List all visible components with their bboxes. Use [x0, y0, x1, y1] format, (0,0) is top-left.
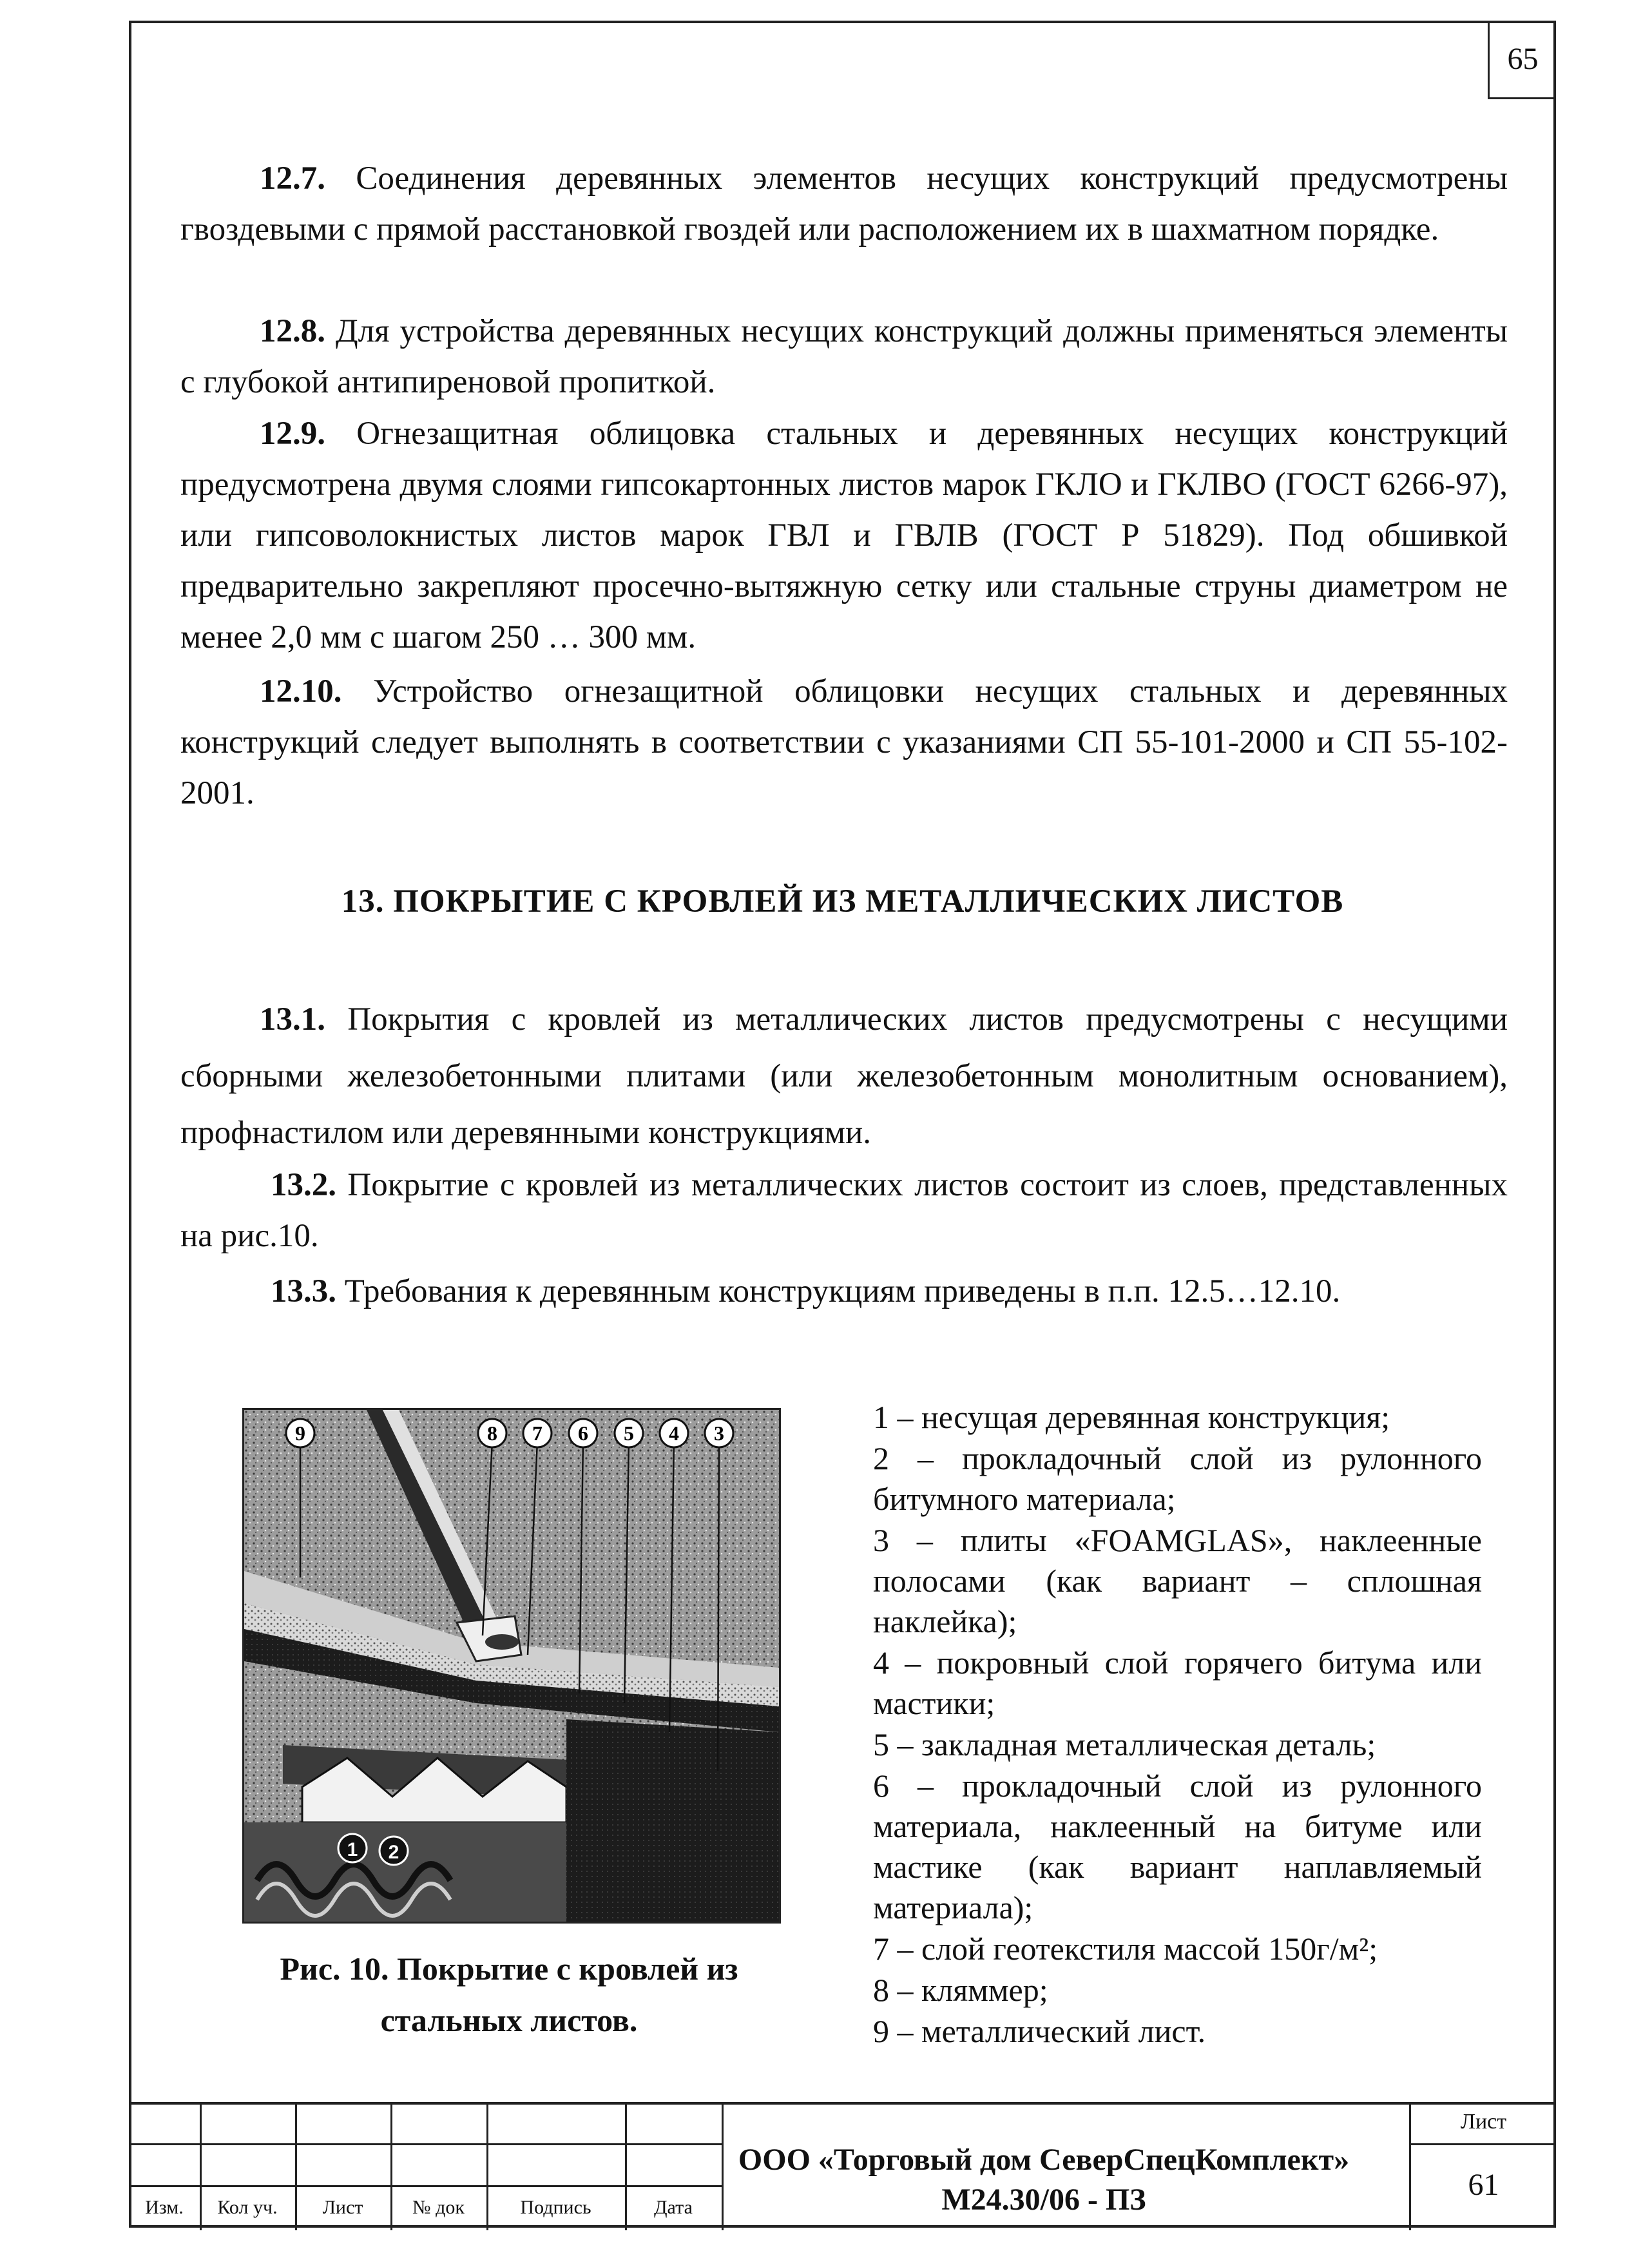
- svg-text:6: 6: [578, 1422, 588, 1445]
- page-number: 65: [1488, 21, 1556, 99]
- paragraph-12-10: [180, 666, 1508, 819]
- figure-marker-2: [379, 1837, 408, 1865]
- sheet-label: Лист: [1460, 2110, 1507, 2134]
- paragraph-13-1: [180, 991, 1508, 1161]
- svg-text:9: 9: [295, 1422, 305, 1445]
- paragraph-number: 13.3.: [271, 1273, 336, 1309]
- title-block-company: [722, 2140, 1366, 2220]
- paragraph-13-3: [180, 1266, 1508, 1317]
- title-block: [129, 2102, 1556, 2228]
- figure-marker-3: [705, 1419, 733, 1447]
- paragraph-number: 12.10.: [260, 673, 342, 709]
- figure-caption: [219, 1943, 799, 2046]
- paragraph-number: 13.2.: [271, 1167, 336, 1203]
- legend-item: 3 – плиты «FOAMGLAS», наклеенные полосами (как вариант – сплошная наклейка);: [873, 1522, 1482, 1639]
- sheet-number: 61: [1468, 2168, 1499, 2202]
- svg-text:5: 5: [624, 1422, 634, 1445]
- figure-marker-8: [478, 1419, 506, 1447]
- svg-text:4: 4: [669, 1422, 679, 1445]
- paragraph-text: Соединения деревянных элементов несущих конструкций предусмотрены гвоздевыми с прямой расстановкой гвоздей или расположением их в шахматном порядке.: [180, 160, 1508, 247]
- figure-caption-line: стальных листов.: [380, 2002, 638, 2038]
- company-name: ООО «Торговый дом СеверСпецКомплект»: [738, 2143, 1350, 2177]
- paragraph-12-9: [180, 409, 1508, 663]
- figure-marker-7: [523, 1419, 552, 1447]
- svg-text:3: 3: [714, 1422, 724, 1445]
- title-block-col-date: Дата: [654, 2197, 693, 2218]
- svg-text:1: 1: [347, 1839, 358, 1860]
- figure-marker-6: [569, 1419, 597, 1447]
- roof-section-figure: [242, 1408, 781, 1924]
- paragraph-number: 12.9.: [260, 416, 325, 452]
- paragraph-text: Покрытия с кровлей из металлических листов предусмотрены с несущими сборными железобетонными плитами (или железобетонным монолитным основанием), профнастилом или деревянными конструкциями.: [180, 1001, 1508, 1151]
- document-code: М24.30/06 - ПЗ: [941, 2183, 1146, 2217]
- legend-item: 8 – кляммер;: [873, 1972, 1048, 2008]
- legend-item: 9 – металлический лист.: [873, 2013, 1206, 2049]
- figure-caption-line: Рис. 10. Покрытие с кровлей из: [280, 1951, 738, 1987]
- title-block-col-doc: № док: [412, 2197, 465, 2218]
- figure-legend: [873, 1397, 1482, 2052]
- figure-marker-4: [660, 1419, 688, 1447]
- paragraph-text: Устройство огнезащитной облицовки несущих стальных и деревянных конструкций следует выполнять в соответствии с указаниями СП 55-101-2000 и СП 55-102-2001.: [180, 673, 1508, 811]
- title-block-col-signature: Подпись: [520, 2197, 591, 2218]
- legend-item: 6 – прокладочный слой из рулонного материала, наклеенный на битуме или мастике (как вариант наплавляемый материала);: [873, 1768, 1482, 1925]
- svg-text:8: 8: [487, 1422, 497, 1445]
- paragraph-text: Требования к деревянным конструкциям приведены в п.п. 12.5…12.10.: [336, 1273, 1341, 1309]
- legend-item: 5 – закладная металлическая деталь;: [873, 1726, 1376, 1762]
- legend-item: 2 – прокладочный слой из рулонного битумного материала;: [873, 1440, 1482, 1517]
- figure-marker-5: [615, 1419, 643, 1447]
- paragraph-number: 12.7.: [260, 160, 325, 197]
- legend-item: 1 – несущая деревянная конструкция;: [873, 1399, 1390, 1435]
- paragraph-13-2: [180, 1160, 1508, 1262]
- paragraph-12-7: [180, 153, 1508, 255]
- paragraph-number: 12.8.: [260, 313, 325, 349]
- paragraph-text: Огнезащитная облицовка стальных и деревянных несущих конструкций предусмотрена двумя слоями гипсокартонных листов марок ГКЛО и ГКЛВО (ГОСТ 6266-97), или гипсоволокнистых листов марок ГВЛ и ГВЛВ (ГОСТ Р 51829). Под обшивкой предварительно закрепляют просечно-вытяжную сетку или стальные струны диаметром не менее 2,0 мм с шагом 250 … 300 мм.: [180, 416, 1508, 655]
- paragraph-number: 13.1.: [260, 1001, 325, 1037]
- section-heading: 13. ПОКРЫТИЕ С КРОВЛЕЙ ИЗ МЕТАЛЛИЧЕСКИХ ЛИСТОВ: [341, 883, 1344, 920]
- legend-item: 7 – слой геотекстиля массой 150г/м²;: [873, 1931, 1378, 1967]
- svg-text:2: 2: [388, 1842, 399, 1863]
- title-block-col-change: Изм.: [145, 2197, 184, 2218]
- roof-section-drawing: [244, 1410, 779, 1922]
- paragraph-text: Для устройства деревянных несущих конструкций должны применяться элементы с глубокой антипиреновой пропиткой.: [180, 313, 1508, 400]
- title-block-col-sheet: Лист: [322, 2197, 363, 2218]
- paragraph-12-8: [180, 306, 1508, 408]
- figure-marker-9: [286, 1419, 314, 1447]
- legend-item: 4 – покровный слой горячего битума или мастики;: [873, 1645, 1482, 1721]
- svg-text:7: 7: [532, 1422, 543, 1445]
- figure-marker-1: [338, 1834, 367, 1862]
- title-block-col-count: Кол уч.: [217, 2197, 278, 2218]
- paragraph-text: Покрытие с кровлей из металлических листов состоит из слоев, представленных на рис.10.: [180, 1167, 1508, 1254]
